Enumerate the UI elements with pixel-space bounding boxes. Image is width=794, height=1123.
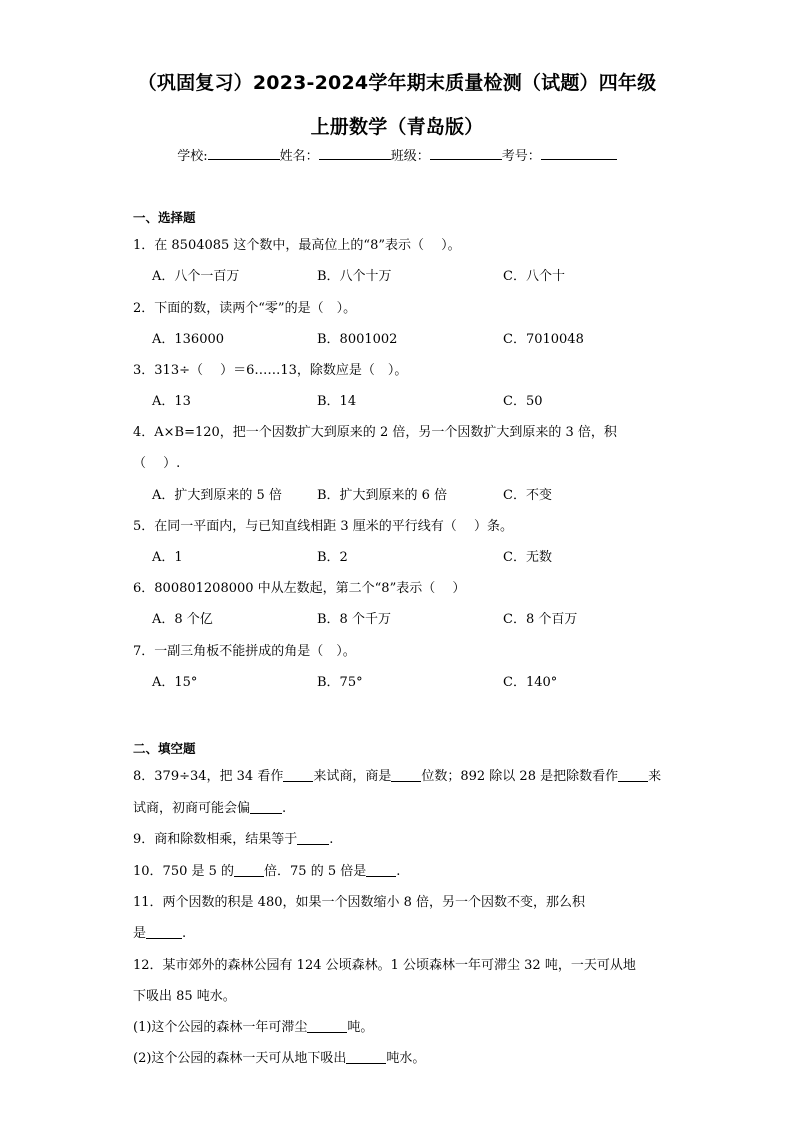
- question-12: 12．某市郊外的森林公园有 124 公顷森林。1 公顷森林一年可滞尘 32 吨，一天可从地: [133, 958, 636, 973]
- q1-option-b: B．八个十万: [317, 269, 392, 284]
- q10-blank-2[interactable]: [366, 863, 396, 877]
- q3-option-c: C．50: [503, 394, 543, 409]
- q12-sub2-blank[interactable]: [346, 1050, 386, 1064]
- q11-text-2: 是: [133, 926, 147, 941]
- q8-text-3: 位数；892 除以 28 是把除数看作: [421, 769, 619, 784]
- q10-blank-1[interactable]: [234, 863, 264, 877]
- q2-option-c: C．7010048: [503, 332, 584, 347]
- q12-sub1-blank[interactable]: [307, 1019, 347, 1033]
- class-label: 班级：: [390, 149, 430, 164]
- question-5: 5．在同一平面内，与已知直线相距 3 厘米的平行线有（ ）条。: [133, 519, 513, 534]
- class-blank[interactable]: [430, 145, 502, 160]
- question-9: [133, 828, 333, 847]
- q8-text-2: 来试商，商是: [313, 769, 392, 784]
- question-6: 6．800801208000 中从左数起，第二个“8”表示（ ）: [133, 581, 466, 596]
- question-11: 11．两个因数的积是 480，如果一个因数缩小 8 倍，另一个因数不变，那么积: [133, 895, 586, 910]
- q8-blank-2[interactable]: [391, 768, 421, 782]
- name-label: 姓名：: [279, 149, 319, 164]
- title-line-1: （巩固复习）2023-2024学年期末质量检测（试题）四年级: [137, 72, 657, 94]
- q8-text-6: .: [282, 801, 287, 816]
- question-1: 1．在 8504085 这个数中，最高位上的“8”表示（ ）。: [133, 238, 461, 253]
- question-10: [133, 860, 400, 879]
- question-11-cont: [133, 922, 186, 941]
- q4-option-a: A．扩大到原来的 5 倍: [152, 488, 282, 503]
- q6-option-a: A．8 个亿: [152, 612, 213, 627]
- q6-option-c: C．8 个百万: [503, 612, 578, 627]
- q2-option-a: A．136000: [152, 332, 225, 347]
- q10-text-1: 10．750 是 5 的: [133, 864, 235, 879]
- name-blank[interactable]: [319, 145, 391, 160]
- question-12-cont: 下吸出 85 吨水。: [133, 989, 236, 1004]
- q8-text-1: 8．379÷34，把 34 看作: [133, 769, 284, 784]
- q12-sub1-text-2: 吨。: [347, 1020, 374, 1035]
- title-line-2: 上册数学（青岛版）: [310, 116, 484, 138]
- question-8: [133, 765, 661, 784]
- school-label: 学校:: [177, 149, 208, 164]
- q4-option-c: C．不变: [503, 488, 552, 503]
- question-12-sub-2: [133, 1047, 425, 1066]
- section-title-choice: 一、选择题: [133, 210, 196, 225]
- q4-option-b: B．扩大到原来的 6 倍: [317, 488, 448, 503]
- q5-option-b: B．2: [317, 550, 348, 565]
- exam-no-blank[interactable]: [541, 145, 617, 160]
- q12-sub2-text-2: 吨水。: [386, 1051, 426, 1066]
- student-info-row: [0, 145, 794, 164]
- q10-text-3: .: [396, 864, 401, 879]
- section-title-fill: 二、填空题: [133, 741, 196, 756]
- question-7: 7．一副三角板不能拼成的角是（ ）。: [133, 644, 356, 659]
- q8-blank-4[interactable]: [250, 800, 282, 814]
- school-blank[interactable]: [208, 145, 280, 160]
- q2-option-b: B．8001002: [317, 332, 398, 347]
- question-3: 3．313÷（ ）＝6……13，除数应是（ ）。: [133, 363, 408, 378]
- q8-text-4: 来: [648, 769, 662, 784]
- q6-option-b: B．8 个千万: [317, 612, 391, 627]
- q7-option-b: B．75°: [317, 675, 363, 690]
- q8-text-5: 试商，初商可能会偏: [133, 801, 251, 816]
- question-4-cont: （ ）.: [133, 456, 181, 471]
- question-12-sub-1: [133, 1016, 373, 1035]
- q11-blank[interactable]: [146, 925, 182, 939]
- q3-option-b: B．14: [317, 394, 357, 409]
- q9-blank[interactable]: [297, 831, 329, 845]
- q10-text-2: 倍．75 的 5 倍是: [264, 864, 367, 879]
- q9-text-1: 9．商和除数相乘，结果等于: [133, 832, 298, 847]
- q12-sub1-text-1: (1)这个公园的森林一年可滞尘: [133, 1020, 308, 1035]
- q5-option-a: A．1: [152, 550, 183, 565]
- q9-text-2: .: [329, 832, 334, 847]
- q5-option-c: C．无数: [503, 550, 552, 565]
- question-2: 2．下面的数，读两个“零”的是（ ）。: [133, 301, 357, 316]
- q7-option-a: A．15°: [152, 675, 198, 690]
- q8-blank-1[interactable]: [283, 768, 313, 782]
- q8-blank-3[interactable]: [618, 768, 648, 782]
- question-4: 4．A×B=120，把一个因数扩大到原来的 2 倍，另一个因数扩大到原来的 3 倍，积: [133, 425, 617, 440]
- question-8-cont: [133, 797, 286, 816]
- q11-text-3: .: [182, 926, 187, 941]
- q12-sub2-text-1: (2)这个公园的森林一天可从地下吸出: [133, 1051, 347, 1066]
- q3-option-a: A．13: [152, 394, 191, 409]
- q1-option-a: A．八个一百万: [152, 269, 240, 284]
- exam-no-label: 考号：: [501, 149, 541, 164]
- q1-option-c: C．八个十: [503, 269, 565, 284]
- q7-option-c: C．140°: [503, 675, 558, 690]
